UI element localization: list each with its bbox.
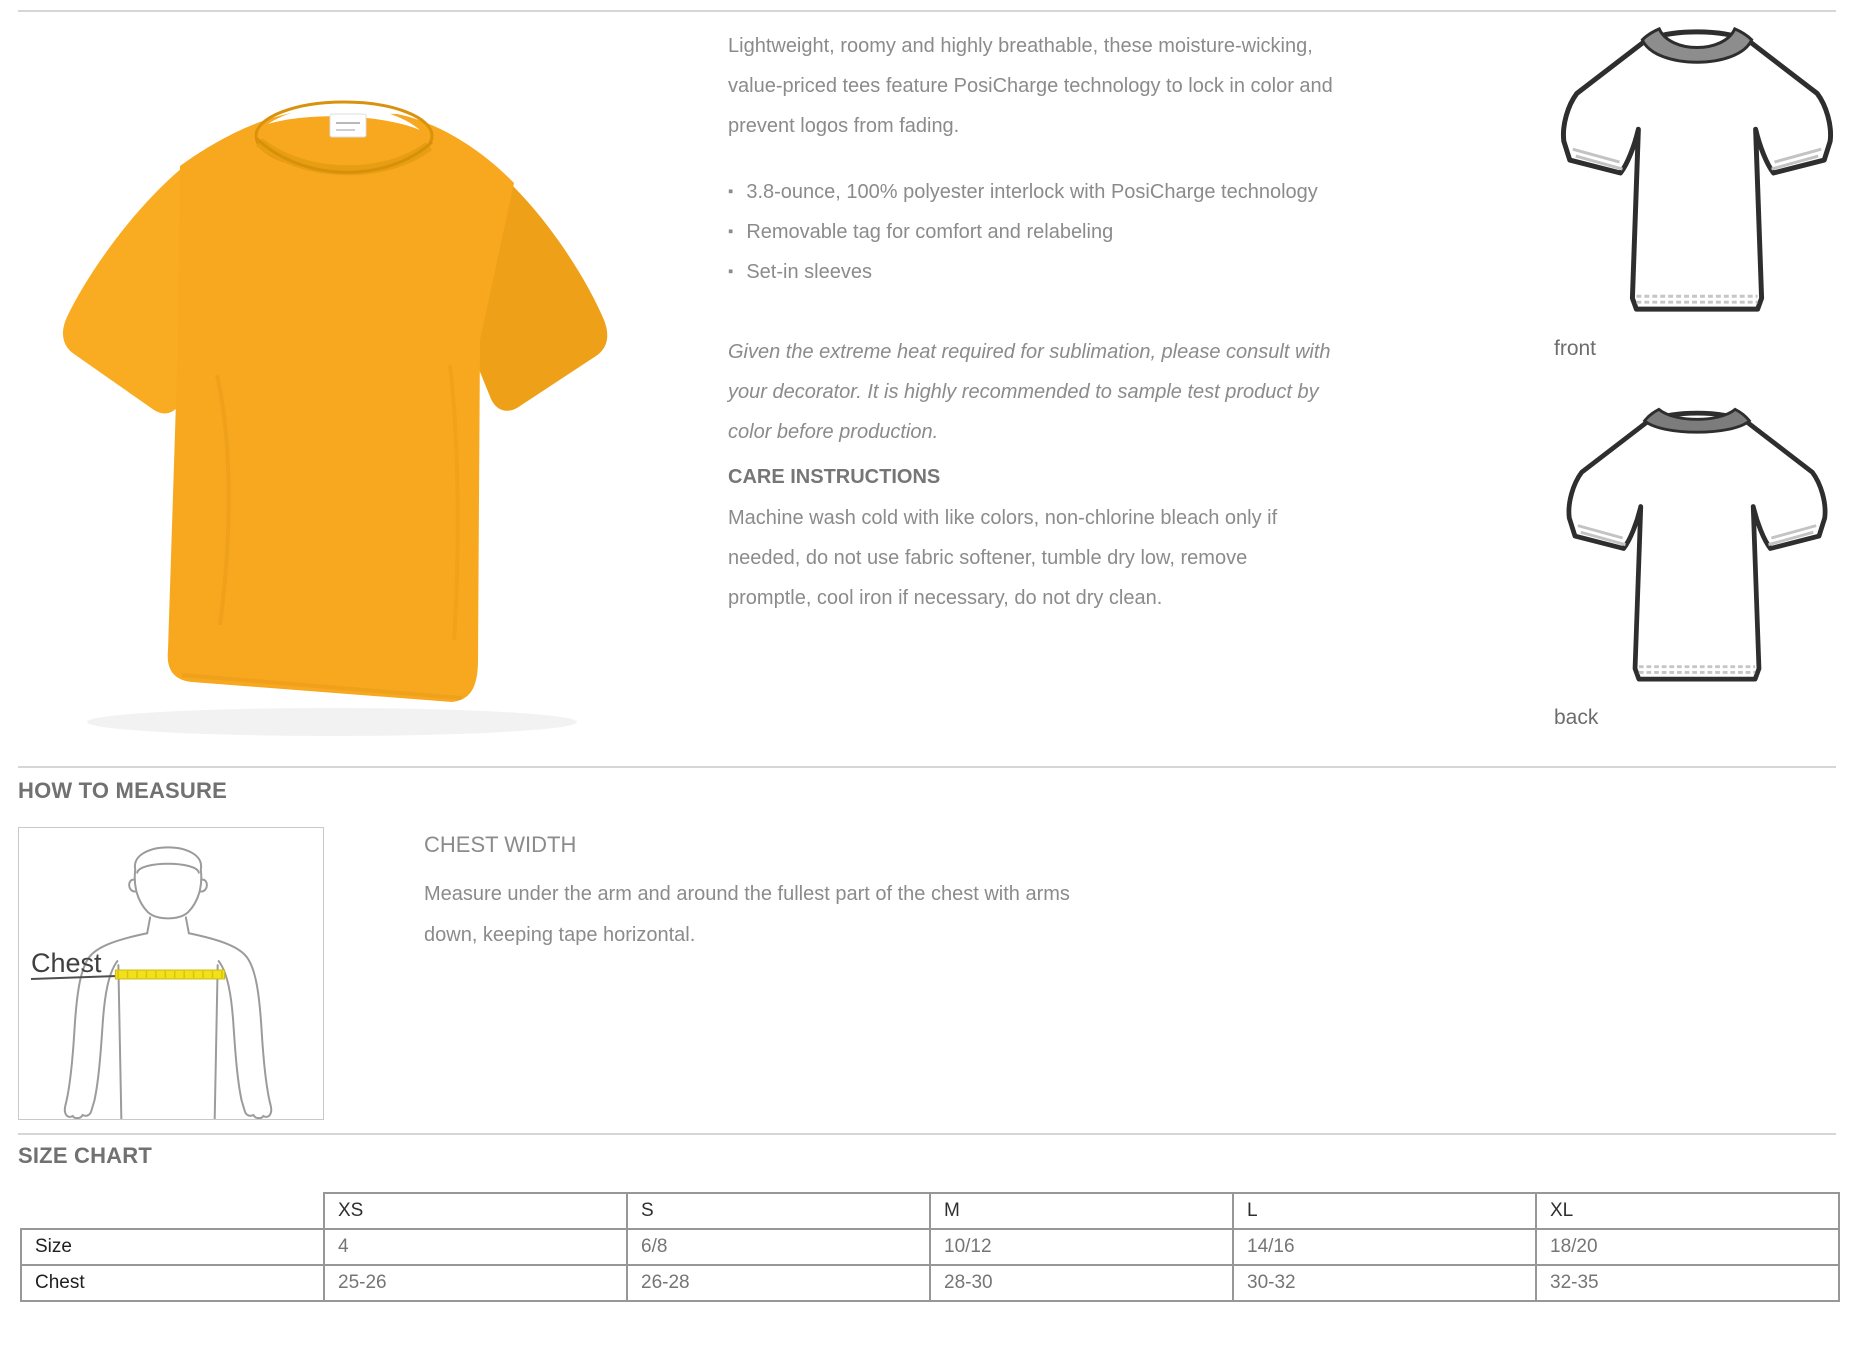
size-value: 4 — [324, 1229, 627, 1265]
size-chart-header-row — [21, 1193, 1839, 1229]
size-value: 6/8 — [627, 1229, 930, 1265]
chest-value: 26-28 — [627, 1265, 930, 1301]
size-column-header: L — [1233, 1193, 1536, 1229]
product-description — [728, 26, 1336, 618]
row-label: Chest — [21, 1265, 324, 1301]
size-value: 18/20 — [1536, 1229, 1839, 1265]
row-label: Size — [21, 1229, 324, 1265]
collar-tag — [330, 114, 366, 137]
how-to-measure-heading: HOW TO MEASURE — [18, 778, 227, 803]
care-instructions-text: Machine wash cold with like colors, non-chlorine bleach only if needed, do not use fabric softener, tumble dry low, remove promptle, cool iron if necessary, do not dry clean. — [728, 507, 1278, 609]
feature-item: ▪ Removable tag for comfort and relabeling — [728, 212, 1336, 252]
feature-item: ▪ 3.8-ounce, 100% polyester interlock with PosiCharge technology — [728, 172, 1336, 212]
chest-value: 32-35 — [1536, 1265, 1839, 1301]
size-column-header: M — [930, 1193, 1233, 1229]
chest-value: 28-30 — [930, 1265, 1233, 1301]
chest-width-block — [424, 830, 1084, 956]
front-view-label: front — [1554, 337, 1597, 360]
table-row — [21, 1229, 1839, 1265]
care-instructions-heading: CARE INSTRUCTIONS — [728, 466, 941, 488]
description-intro: Lightweight, roomy and highly breathable, these moisture-wicking, value-priced tees feature PosiCharge technology to lock in color and prevent logos from fading. — [728, 35, 1333, 137]
product-photo — [12, 20, 648, 756]
garment-views — [1552, 14, 1844, 731]
gold-tshirt-image — [12, 20, 648, 756]
size-value: 14/16 — [1233, 1229, 1536, 1265]
size-column-header: XL — [1536, 1193, 1839, 1229]
size-chart-table — [20, 1192, 1840, 1302]
chest-width-title: CHEST WIDTH — [424, 832, 577, 857]
sublimation-note: Given the extreme heat required for sublimation, please consult with your decorator. It is highly recommended to sample test product by color before production. — [728, 341, 1331, 443]
size-chart-heading: SIZE CHART — [18, 1143, 152, 1168]
size-chart-corner-cell — [21, 1193, 324, 1229]
measure-diagram — [18, 827, 324, 1120]
table-row — [21, 1265, 1839, 1301]
back-view-label: back — [1554, 706, 1599, 729]
chest-value: 25-26 — [324, 1265, 627, 1301]
feature-item: ▪ Set-in sleeves — [728, 252, 1336, 292]
section-divider — [18, 1133, 1836, 1135]
measuring-tape — [115, 970, 224, 979]
size-value: 10/12 — [930, 1229, 1233, 1265]
chest-width-text: Measure under the arm and around the fullest part of the chest with arms down, keeping tape horizontal. — [424, 883, 1070, 946]
size-column-header: S — [627, 1193, 930, 1229]
feature-list — [728, 172, 1336, 292]
top-divider — [18, 10, 1836, 12]
section-divider — [18, 766, 1836, 768]
front-view-image — [1552, 14, 1842, 332]
chest-pointer-label: Chest — [31, 948, 102, 978]
back-view-image — [1552, 396, 1842, 701]
size-column-header: XS — [324, 1193, 627, 1229]
chest-value: 30-32 — [1233, 1265, 1536, 1301]
